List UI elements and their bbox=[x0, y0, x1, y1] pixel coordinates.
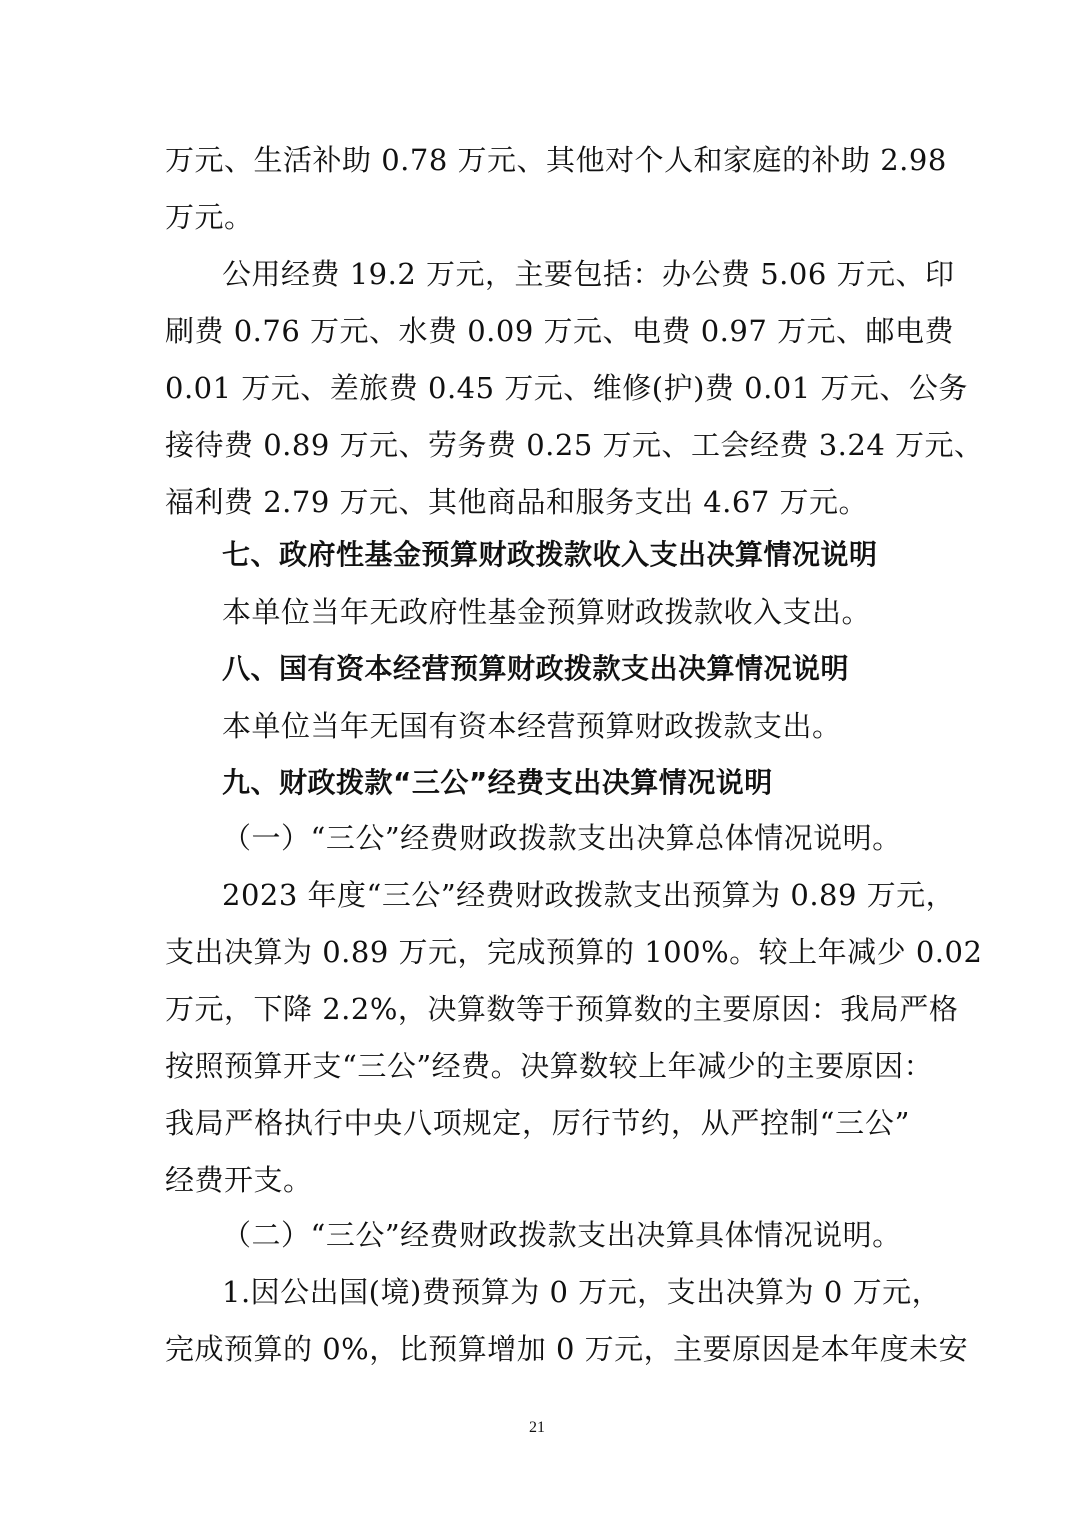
paragraph-line: 万元、生活补助 0.78 万元、其他对个人和家庭的补助 2.98 bbox=[165, 143, 947, 177]
paragraph-line: 刷费 0.76 万元、水费 0.09 万元、电费 0.97 万元、邮电费 bbox=[165, 314, 955, 348]
paragraph-line: 完成预算的 0%，比预算增加 0 万元，主要原因是本年度未安 bbox=[165, 1332, 969, 1366]
page-number: 21 bbox=[529, 1419, 545, 1436]
section-heading-9: 九、财政拨款“三公”经费支出决算情况说明 bbox=[222, 766, 773, 799]
paragraph-line: 经费开支。 bbox=[165, 1163, 313, 1197]
paragraph-line: 本单位当年无国有资本经营预算财政拨款支出。 bbox=[222, 709, 842, 743]
subsection-heading-2: （二）“三公”经费财政拨款支出决算具体情况说明。 bbox=[222, 1218, 902, 1252]
paragraph-line: 2023 年度“三公”经费财政拨款支出预算为 0.89 万元， bbox=[222, 878, 956, 912]
paragraph-line: 我局严格执行中央八项规定，厉行节约，从严控制“三公” bbox=[165, 1106, 910, 1140]
paragraph-line: 万元。 bbox=[165, 200, 254, 234]
subsection-heading-1: （一）“三公”经费财政拨款支出决算总体情况说明。 bbox=[222, 821, 902, 855]
paragraph-line: 接待费 0.89 万元、劳务费 0.25 万元、工会经费 3.24 万元、 bbox=[165, 428, 984, 462]
paragraph-line: 1.因公出国(境)费预算为 0 万元，支出决算为 0 万元， bbox=[222, 1275, 942, 1309]
paragraph-line: 万元，下降 2.2%，决算数等于预算数的主要原因：我局严格 bbox=[165, 992, 959, 1026]
section-heading-7: 七、政府性基金预算财政拨款收入支出决算情况说明 bbox=[222, 538, 878, 571]
paragraph-line: 支出决算为 0.89 万元，完成预算的 100%。较上年减少 0.02 bbox=[165, 935, 983, 969]
paragraph-line: 公用经费 19.2 万元，主要包括：办公费 5.06 万元、印 bbox=[222, 257, 955, 291]
paragraph-line: 0.01 万元、差旅费 0.45 万元、维修(护)费 0.01 万元、公务 bbox=[165, 371, 968, 405]
paragraph-line: 按照预算开支“三公”经费。决算数较上年减少的主要原因： bbox=[165, 1049, 934, 1083]
paragraph-line: 福利费 2.79 万元、其他商品和服务支出 4.67 万元。 bbox=[165, 485, 869, 519]
paragraph-line: 本单位当年无政府性基金预算财政拨款收入支出。 bbox=[222, 595, 872, 629]
section-heading-8: 八、国有资本经营预算财政拨款支出决算情况说明 bbox=[222, 652, 850, 685]
